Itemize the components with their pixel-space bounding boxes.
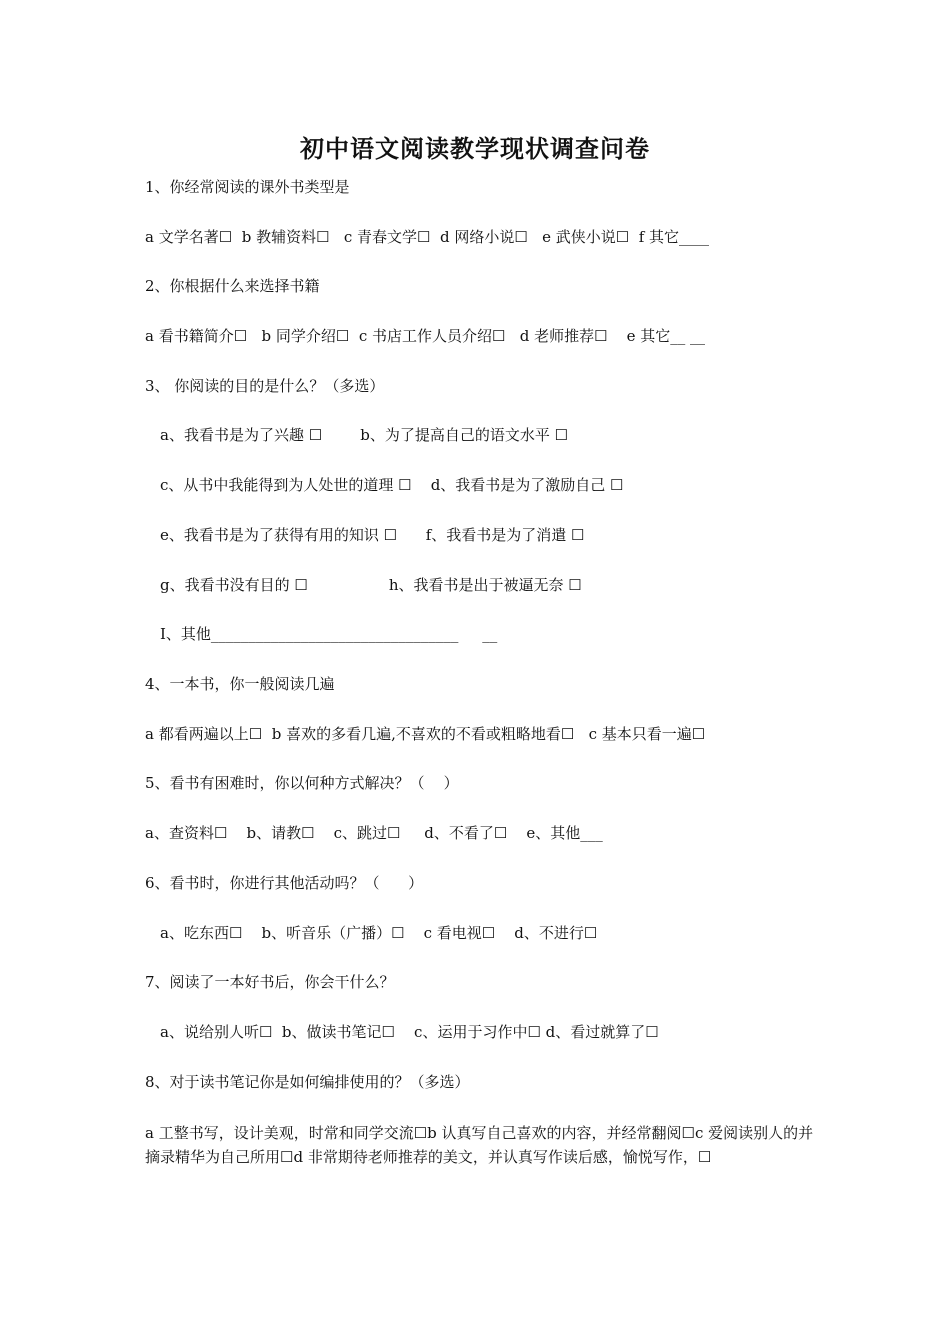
question-3-options-row-1: a、我看书是为了兴趣 ☐ b、为了提高自己的语文水平 ☐ xyxy=(160,426,569,444)
question-1-prompt: 1、你经常阅读的课外书类型是 xyxy=(145,178,350,196)
question-6-prompt: 6、看书时，你进行其他活动吗？（ ） xyxy=(145,874,424,892)
question-1-options: a 文学名著☐ b 教辅资料☐ c 青春文学☐ d 网络小说☐ e 武侠小说☐ f 其它____ xyxy=(145,228,710,246)
question-5-prompt: 5、看书有困难时，你以何种方式解决？（ ） xyxy=(145,774,459,792)
question-3-options-row-3: e、我看书是为了获得有用的知识 ☐ f、我看书是为了消遣 ☐ xyxy=(160,526,585,544)
question-5-options: a、查资料☐ b、请教☐ c、跳过☐ d、不看了☐ e、其他___ xyxy=(145,824,603,842)
page-title: 初中语文阅读教学现状调查问卷 xyxy=(300,134,650,163)
question-6-options: a、吃东西☐ b、听音乐（广播）☐ c 看电视☐ d、不进行☐ xyxy=(160,924,598,942)
question-8-prompt: 8、对于读书笔记你是如何编排使用的？（多选） xyxy=(145,1073,470,1091)
question-4-options: a 都看两遍以上☐ b 喜欢的多看几遍,不喜欢的不看或粗略地看☐ c 基本只看一遍☐ xyxy=(145,725,706,743)
question-4-prompt: 4、一本书，你一般阅读几遍 xyxy=(145,675,335,693)
question-3-options-row-2: c、从书中我能得到为人处世的道理 ☐ d、我看书是为了激励自己 ☐ xyxy=(160,476,624,494)
question-3-prompt: 3、 你阅读的目的是什么？（多选） xyxy=(145,377,385,395)
question-7-options: a、说给别人听☐ b、做读书笔记☐ c、运用于习作中☐ d、看过就算了☐ xyxy=(160,1023,659,1041)
question-2-prompt: 2、你根据什么来选择书籍 xyxy=(145,277,320,295)
question-3-options-row-4: g、我看书没有目的 ☐ h、我看书是出于被逼无奈 ☐ xyxy=(160,576,582,594)
question-8-options: a 工整书写，设计美观，时常和同学交流☐b 认真写自己喜欢的内容，并经常翻阅☐c 爱阅读别人的并摘录精华为自己所用☐d 非常期待老师推荐的美文，并认真写作读后感，愉悦写作，☐ xyxy=(145,1124,814,1166)
question-7-prompt: 7、阅读了一本好书后，你会干什么？ xyxy=(145,973,395,991)
question-2-options: a 看书籍简介☐ b 同学介绍☐ c 书店工作人员介绍☐ d 老师推荐☐ e 其它__ __ xyxy=(145,327,706,345)
question-3-other: I、其他_________________________________ __ xyxy=(160,625,498,643)
